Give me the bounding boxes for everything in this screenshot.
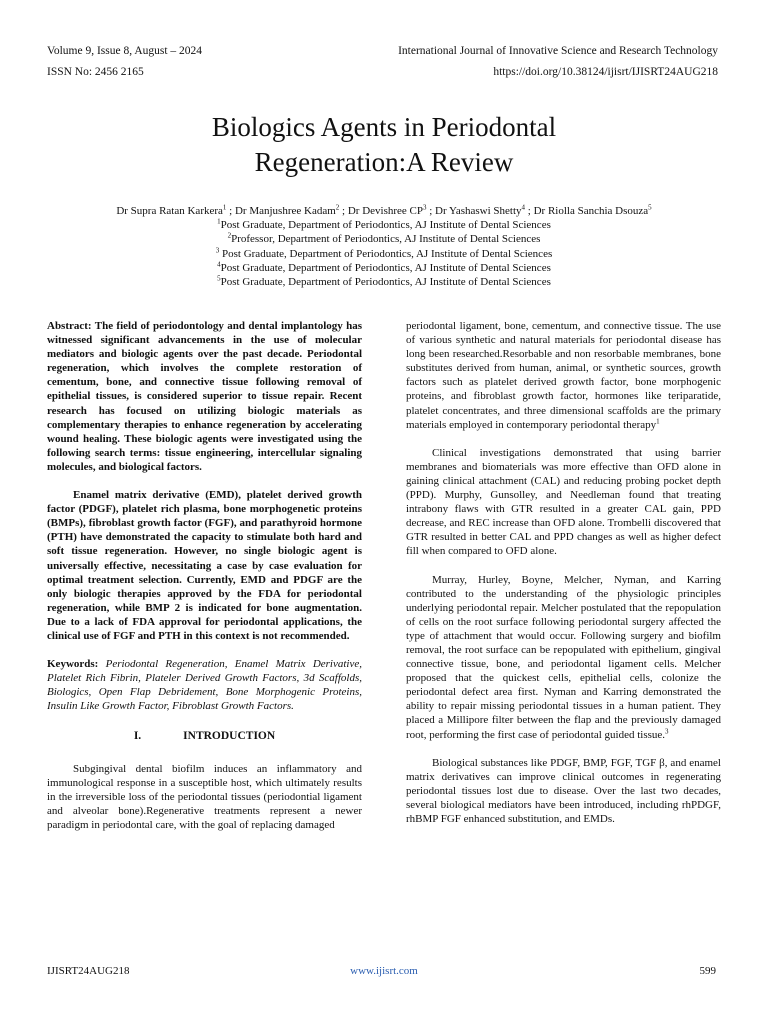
body-paragraph: [406, 319, 721, 432]
paper-title-line-2: Regeneration:A Review: [254, 147, 514, 177]
affiliation-marker: 2: [227, 231, 232, 240]
right-column: [406, 319, 721, 826]
paper-title: [0, 110, 768, 180]
affiliation-text: Professor, Department of Periodontics, AJ Institute of Dental Sciences: [231, 233, 541, 246]
left-column: [47, 319, 362, 832]
section-number: I.: [133, 730, 142, 743]
author-list: [40, 204, 728, 218]
affiliation-text: Post Graduate, Department of Periodontics, AJ Institute of Dental Sciences: [219, 247, 553, 260]
footer-website-link[interactable]: www.ijisrt.com: [350, 965, 418, 977]
citation-marker: 3: [665, 726, 669, 735]
author-name: ; Dr Riolla Sanchia Dsouza: [525, 205, 649, 217]
author-block: [40, 204, 728, 289]
page-number: 599: [699, 965, 716, 977]
author-affiliation-marker: 4: [521, 203, 526, 212]
body-paragraph-2: Clinical investigations demonstrated that using barrier membranes and biomaterials was more effective than OFD alone in gaining clinical attachment (CAL) and reducing probing pocket depth (PPD). Murphy, Gunsolley, and Needleman found that treating intrabony flaws with GTR resulted in a greater CAL gain, PPD decrease, and REC increase than OFD alone. Trombelli discovered that GTR resulted in better CAL and PPD changes as well as higher defect fill when compared to OFD alone.: [406, 446, 721, 558]
issn: ISSN No: 2456 2165: [47, 66, 144, 78]
keywords-text: Periodontal Regeneration, Enamel Matrix Derivative, Platelet Rich Fibrin, Plateler Derived Growth Factors, 3d Scaffolds, Biologics, Open Flap Debridement, Bone Morphogenic Proteins, Insulin Like Growth Factor, Fibroblast Growth Factors.: [47, 658, 362, 713]
body-paragraph-text: Murray, Hurley, Boyne, Melcher, Nyman, and Karring contributed to the understanding of the physiologic principles underlying periodontal repair. Melcher postulated that the repopulation of cells on the root surface following periodontal surgery affected the type of attachment that would occur. Following surgery and biofilm removal, the root surface can be repopulated with epithelium, gingival connective tissue, bone, and periodontal ligament cells. Melcher proposed that the quickest cells, epithelial cells, colonize the periodontal defect area first. Nyman and Karring demonstrated the ability to repair missing periodontal tissues in a human patient. They placed a Millipore filter between the flap and the previously damaged root, performing the first case of periodontal guided tissue.: [406, 573, 721, 741]
affiliation-line: [40, 232, 728, 246]
author-affiliation-marker: 3: [423, 203, 427, 212]
affiliation-line: [40, 261, 728, 275]
affiliation-line: [40, 247, 728, 261]
volume-issue: Volume 9, Issue 8, August – 2024: [47, 45, 203, 57]
author-name: ; Dr Manjushree Kadam: [226, 205, 336, 217]
doi-link[interactable]: https://doi.org/10.38124/ijisrt/IJISRT24AUG218: [493, 66, 718, 78]
affiliation-marker: 3: [215, 245, 220, 254]
author-name: ; Dr Devishree CP: [339, 205, 423, 217]
affiliation-text: Post Graduate, Department of Periodontics, AJ Institute of Dental Sciences: [220, 276, 551, 289]
keywords: [47, 657, 362, 713]
affiliation-marker: 5: [217, 274, 221, 283]
citation-marker: 1: [656, 417, 660, 425]
author-affiliation-marker: 5: [648, 203, 652, 212]
affiliation-marker: 1: [217, 217, 221, 226]
paper-title-line-1: Biologics Agents in Periodontal: [211, 112, 557, 142]
section-heading: [47, 729, 362, 743]
keywords-label: Keywords:: [47, 658, 99, 671]
body-paragraph-3: [406, 573, 721, 742]
section-title: INTRODUCTION: [183, 730, 276, 743]
journal-name: International Journal of Innovative Science and Research Technology: [398, 45, 718, 57]
abstract-paragraph-2: Enamel matrix derivative (EMD), platelet derived growth factor (PDGF), platelet rich plasma, bone morphogenetic proteins (BMPs), fibroblast growth factor (FGF), and parathyroid hormone (PTH) have demonstrated the capacity to stimulate both hard and soft tissue regeneration. However, no single biologic agent is universally effective, necessitating a case by case evaluation for optimal treatment selection. Currently, EMD and PDGF are the only biologic therapies approved by the FDA for periodontal regeneration, while BMP 2 is indicated for bone augmentation. Due to a lack of FDA approval for periodontal applications, the clinical use of FGF and PTH in this context is not recommended.: [47, 489, 362, 642]
affiliation-line: [40, 275, 728, 289]
affiliation-line: [40, 218, 728, 232]
body-paragraph-4: Biological substances like PDGF, BMP, FGF, TGF β, and enamel matrix derivatives can improve clinical outcomes in regenerating periodontal tissues lost due to disease. Over the last two decades, several biological mediators have been introduced, including rhPDGF, rhBMP FGF enhanced substitution, and EMDs.: [406, 756, 721, 825]
body-paragraph-text: periodontal ligament, bone, cementum, and connective tissue. The use of various synthetic and natural materials for periodontal disease has long been researched.Resorbable and non resorbable membranes, bone substitutes derived from human, animal, or synthetic sources, growth factors such as platelet derived growth factor, bone morphogenic proteins, and fibroblast growth factor, hormones like teriparatide, platelet concentrates, and three dimensional scaffolds are the primary materials employed in contemporary periodontal therapy: [406, 320, 721, 431]
author-name: ; Dr Yashaswi Shetty: [426, 205, 522, 217]
footer-paper-id: IJISRT24AUG218: [47, 965, 130, 977]
affiliation-marker: 4: [217, 260, 221, 269]
author-affiliation-marker: 1: [222, 203, 227, 212]
affiliation-text: Post Graduate, Department of Periodontics, AJ Institute of Dental Sciences: [220, 261, 551, 274]
affiliation-text: Post Graduate, Department of Periodontics, AJ Institute of Dental Sciences: [220, 219, 551, 232]
abstract-paragraph: Abstract: The field of periodontology and dental implantology has witnessed significant advancements in the use of molecular mediators and biologic agents over the past decade. Periodontal regeneration, which involves the complete restoration of cementum, bone, and connective tissue following removal of epithelial tissues, is considered superior to tissue repair. Recent research has focused on utilizing biologic materials as complementary therapies to enhance regeneration by accelerating wound healing. These biologic agents were investigated using the following search terms: tissue engineering, intercellular signaling molecules, and biological factors.: [47, 320, 362, 473]
intro-paragraph: Subgingival dental biofilm induces an inflammatory and immunological response in a susceptible host, which ultimately results in the irreversible loss of the periodontal tissues (periodontial ligament and alveolar bone).Regenerative treatments represent a newer paradigm in periodontal care, with the goal of replacing damaged: [47, 762, 362, 831]
author-name: Dr Supra Ratan Karkera: [116, 205, 223, 217]
author-affiliation-marker: 2: [335, 203, 340, 212]
